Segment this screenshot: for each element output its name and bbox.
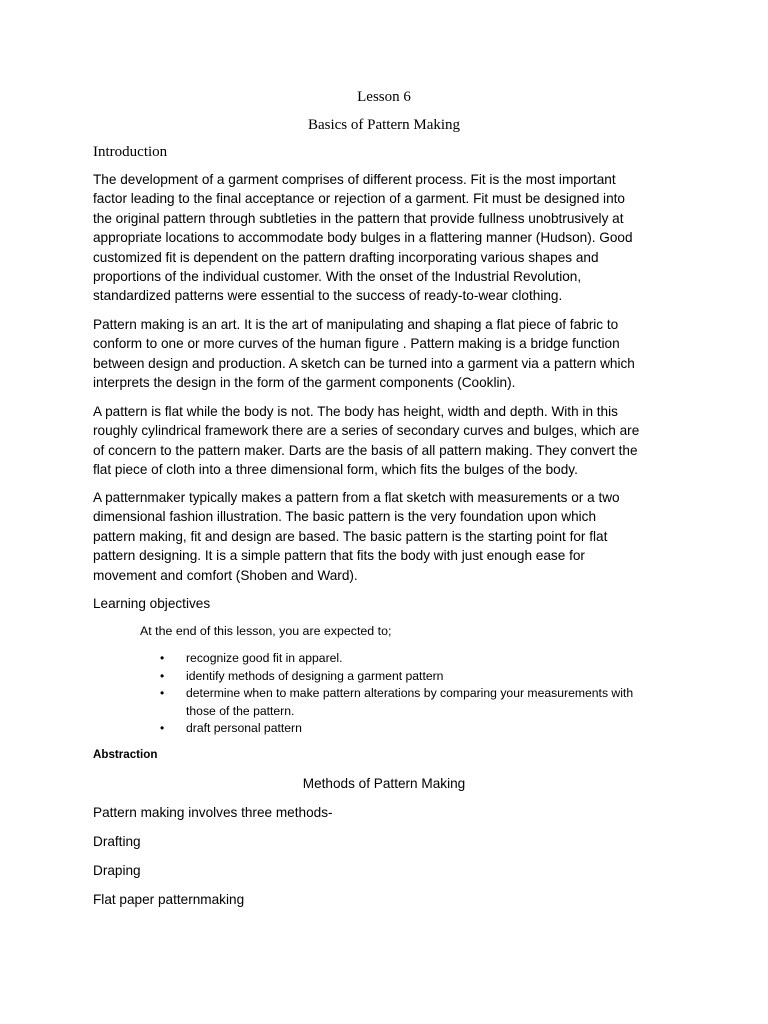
text-line: customized fit is dependent on the pattern drafting incorporating various shapes and [93,249,599,265]
paragraph-garment-fit [93,170,683,306]
bullet-icon: • [160,686,165,701]
document-title: Basics of Pattern Making [307,117,461,133]
text-line: factor leading to the final acceptance or rejection of a garment. Fit must be designed into [93,191,625,207]
text-line: appropriate locations to accommodate body bulges in a flattering manner (Hudson). Good [93,230,633,246]
text-line: proportions of the individual customer. With the onset of the Industrial Revolution, [93,269,582,285]
list-item [160,650,700,668]
bullet-icon: • [160,668,165,683]
text-line: dimensional fashion illustration. The basic pattern is the very foundation upon which [93,509,597,525]
text-line: A pattern is flat while the body is not. The body has height, width and depth. With in this [93,404,618,419]
method-draping: Draping [93,863,141,878]
text-line: interprets the design in the form of the garment components (Cooklin). [93,375,516,391]
method-drafting: Drafting [93,834,141,849]
text-line: The development of a garment comprises of different process. Fit is the most important [93,172,616,187]
lesson-number: Lesson 6 [357,89,411,105]
paragraph-pattern-making-art [93,315,683,393]
learning-objectives-list [160,650,700,738]
text-line: Pattern making is an art. It is the art of manipulating and shaping a flat piece of fabric to [93,317,619,332]
text-line: pattern designing. It is a simple pattern that fits the body with just enough ease for [93,548,585,564]
list-item-text: those of the pattern. [186,703,295,718]
paragraph-flat-pattern [93,402,683,480]
introduction-heading: Introduction [93,144,168,160]
bullet-icon: • [160,651,165,665]
text-line: of concern to the pattern maker. Darts are the basis of all pattern making. They convert the [93,442,638,458]
learning-objectives-intro: At the end of this lesson, you are expected to; [140,624,392,638]
text-line: the original pattern through subtleties in the pattern that provide fullness unobtrusively at [93,210,624,226]
bullet-icon: • [160,721,165,736]
list-item [160,685,700,720]
paragraph-patternmaker [93,488,683,585]
list-item [160,668,700,686]
list-item-text: recognize good fit in apparel. [186,651,343,665]
methods-title: Methods of Pattern Making [302,776,466,791]
abstraction-heading: Abstraction [93,748,158,761]
text-line: conform to one or more curves of the human figure . Pattern making is a bridge function [93,336,620,352]
text-line: A patternmaker typically makes a pattern from a flat sketch with measurements or a two [93,490,620,505]
list-item-text: determine when to make pattern alterations by comparing your measurements with [186,686,634,701]
text-line: standardized patterns were essential to the success of ready-to-wear clothing. [93,288,563,304]
list-item-text: identify methods of designing a garment pattern [186,668,444,683]
text-line: between design and production. A sketch can be turned into a garment via a pattern which [93,355,635,371]
list-item-text: draft personal pattern [186,721,302,736]
text-line: flat piece of cloth into a three dimensional form, which fits the bulges of the body. [93,462,578,478]
text-line: pattern making, fit and design are based. The basic pattern is the starting point for flat [93,528,608,544]
method-flat-paper: Flat paper patternmaking [93,892,245,907]
learning-objectives-heading: Learning objectives [93,596,211,611]
list-item [160,720,700,738]
text-line: movement and comfort (Shoben and Ward). [93,567,358,583]
text-line: roughly cylindrical framework there are a series of secondary curves and bulges, which are [93,423,640,439]
methods-intro: Pattern making involves three methods- [93,805,333,820]
